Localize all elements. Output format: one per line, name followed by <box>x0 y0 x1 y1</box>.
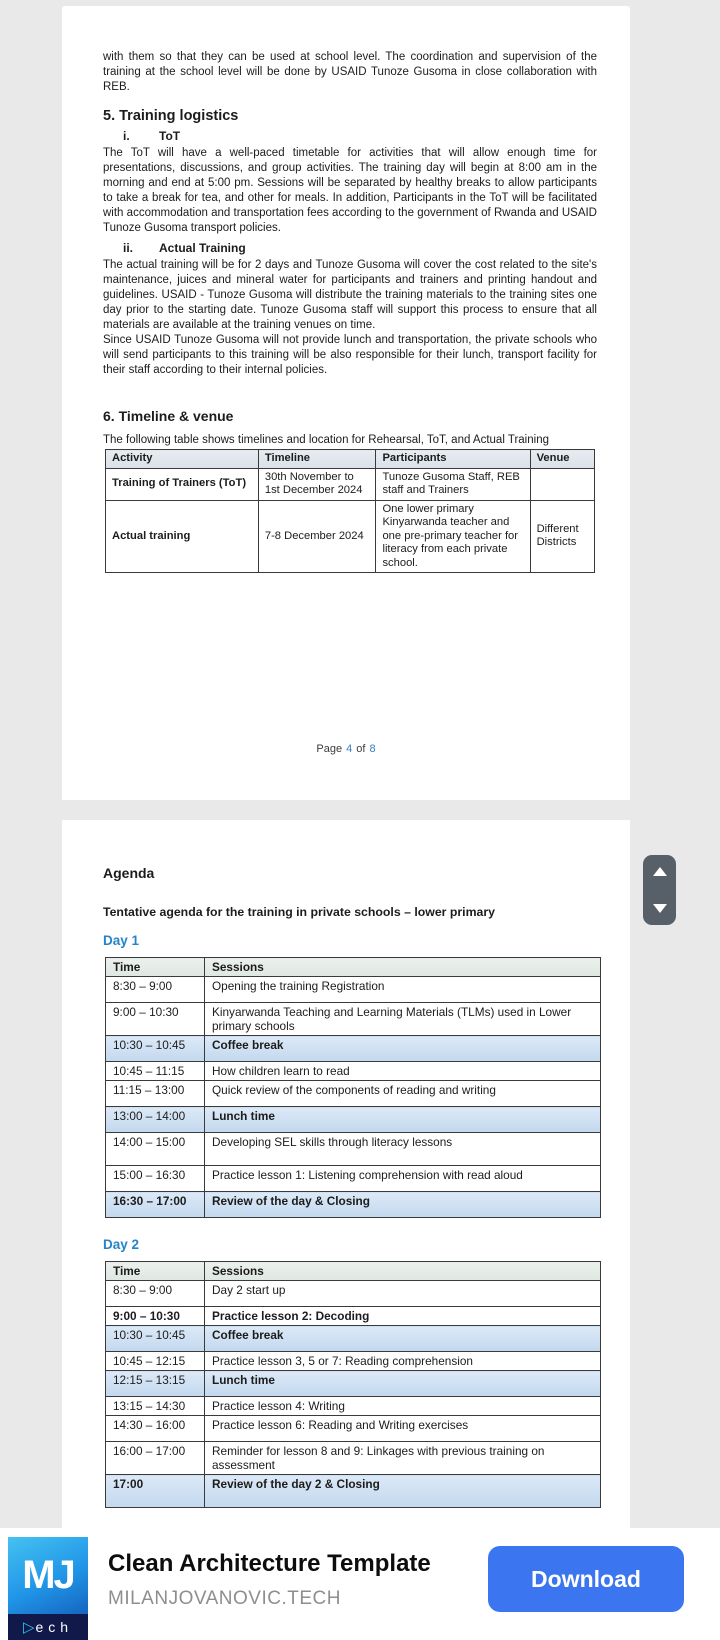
page-number-footer <box>62 743 630 755</box>
table-row <box>106 1166 601 1192</box>
cell-venue: Different Districts <box>530 500 594 573</box>
cell-time: 17:00 <box>106 1475 205 1508</box>
section6-heading: 6. Timeline & venue <box>103 408 234 424</box>
day1-agenda-table <box>105 957 601 1218</box>
cell-timeline: 30th November to 1st December 2024 <box>258 468 376 500</box>
cell-session: Practice lesson 1: Listening comprehension with read aloud <box>205 1166 601 1192</box>
logo-band <box>8 1614 88 1640</box>
table-row <box>106 977 601 1003</box>
mj-logo: MJ <box>8 1537 88 1614</box>
cell-time: 15:00 – 16:30 <box>106 1166 205 1192</box>
cell-time: 14:30 – 16:00 <box>106 1416 205 1442</box>
ad-banner[interactable] <box>0 1528 720 1640</box>
cell-session: Day 2 start up <box>205 1281 601 1307</box>
cell-time: 14:00 – 15:00 <box>106 1133 205 1166</box>
header-participants: Participants <box>376 450 530 469</box>
footer-total-pages: 8 <box>369 743 376 755</box>
header-timeline: Timeline <box>258 450 376 469</box>
cell-time: 9:00 – 10:30 <box>106 1003 205 1036</box>
cell-session: Developing SEL skills through literacy lessons <box>205 1133 601 1166</box>
pdf-page-4 <box>62 6 630 800</box>
header-sessions: Sessions <box>205 958 601 977</box>
subitem-tot-title: ToT <box>159 129 181 143</box>
scroll-down-icon[interactable] <box>653 904 667 913</box>
footer-mid: of <box>356 743 366 755</box>
table-row <box>106 1062 601 1081</box>
cell-timeline: 7-8 December 2024 <box>258 500 376 573</box>
cell-session: Practice lesson 3, 5 or 7: Reading comprehension <box>205 1352 601 1371</box>
cell-session: Practice lesson 6: Reading and Writing exercises <box>205 1416 601 1442</box>
table-row <box>106 1397 601 1416</box>
cell-time: 10:30 – 10:45 <box>106 1036 205 1062</box>
actual-paragraph-1: The actual training will be for 2 days and Tunoze Gusoma will cover the cost related to the site's maintenance, juices and mineral water for participants and trainers and printing handout and guidelines. USAID - Tunoze Gusoma will distribute the training materials to the training sites one day prior to the starting date. Tunoze Gusoma staff will support this process to ensure that all materials are available at the training venues on time. <box>103 259 597 331</box>
table-header-row <box>106 1262 601 1281</box>
actual-paragraph-2: Since USAID Tunoze Gusoma will not provide lunch and transportation, the private schools who will send participants to this training will be also responsible for their lunch, transport facility for their staff according to their internal policies. <box>103 334 597 376</box>
cell-time: 10:30 – 10:45 <box>106 1326 205 1352</box>
play-icon: ▷ <box>22 1619 35 1636</box>
day2-label: Day 2 <box>103 1237 140 1252</box>
ad-title: Clean Architecture Template <box>108 1550 431 1577</box>
day2-agenda-table <box>105 1261 601 1508</box>
advertiser-logo[interactable] <box>8 1537 88 1640</box>
table-row <box>106 1307 601 1326</box>
table-row <box>106 1036 601 1062</box>
table-row <box>106 1133 601 1166</box>
table-row <box>106 1326 601 1352</box>
subitem-tot-numeral: i. <box>123 129 130 143</box>
table-row <box>106 1107 601 1133</box>
cell-session: Review of the day 2 & Closing <box>205 1475 601 1508</box>
cell-session: Quick review of the components of reading and writing <box>205 1081 601 1107</box>
cell-time: 13:00 – 14:00 <box>106 1107 205 1133</box>
cell-time: 16:30 – 17:00 <box>106 1192 205 1218</box>
footer-page-number: 4 <box>346 743 353 755</box>
section6-intro: The following table shows timelines and location for Rehearsal, ToT, and Actual Training <box>103 434 549 446</box>
table-row <box>106 468 595 500</box>
table-row <box>106 1081 601 1107</box>
cell-activity: Training of Trainers (ToT) <box>106 468 259 500</box>
table-row <box>106 1192 601 1218</box>
subitem-actual-title: Actual Training <box>159 241 246 255</box>
cell-time: 16:00 – 17:00 <box>106 1442 205 1475</box>
header-activity: Activity <box>106 450 259 469</box>
table-row <box>106 1371 601 1397</box>
cell-time: 8:30 – 9:00 <box>106 977 205 1003</box>
cell-time: 8:30 – 9:00 <box>106 1281 205 1307</box>
cell-session: Practice lesson 4: Writing <box>205 1397 601 1416</box>
subitem-actual-training <box>123 241 597 255</box>
table-row <box>106 1281 601 1307</box>
cell-activity: Actual training <box>106 500 259 573</box>
cell-session: Reminder for lesson 8 and 9: Linkages with previous training on assessment <box>205 1442 601 1475</box>
cell-session: Lunch time <box>205 1107 601 1133</box>
cell-time: 10:45 – 12:15 <box>106 1352 205 1371</box>
header-time: Time <box>106 958 205 977</box>
cell-session: Practice lesson 2: Decoding <box>205 1307 601 1326</box>
section5-heading: 5. Training logistics <box>103 108 239 124</box>
agenda-subtitle: Tentative agenda for the training in private schools – lower primary <box>103 905 495 919</box>
cell-session: Kinyarwanda Teaching and Learning Materials (TLMs) used in Lower primary schools <box>205 1003 601 1036</box>
cell-session: Review of the day & Closing <box>205 1192 601 1218</box>
download-button[interactable]: Download <box>488 1546 684 1612</box>
cell-participants: Tunoze Gusoma Staff, REB staff and Trainers <box>376 468 530 500</box>
table-row <box>106 1003 601 1036</box>
subitem-tot <box>123 129 597 143</box>
cell-time: 11:15 – 13:00 <box>106 1081 205 1107</box>
header-time: Time <box>106 1262 205 1281</box>
logo-band-label: ech <box>35 1619 74 1635</box>
table-row <box>106 1416 601 1442</box>
scroll-up-icon[interactable] <box>653 867 667 876</box>
cell-session: Coffee break <box>205 1326 601 1352</box>
footer-prefix: Page <box>316 743 343 755</box>
subitem-actual-numeral: ii. <box>123 241 134 255</box>
table-row <box>106 1352 601 1371</box>
tot-paragraph: The ToT will have a well-paced timetable for activities that will allow enough time for presentations, discussions, and group activities. The training day will begin at 8:00 am in the morning and end at 5:00 pm. Sessions will be separated by healthy breaks to allow participants to take a break for tea, and other for meals. In addition, Participants in the ToT will be facilitated with accommodation and transportation fees according to the government of Rwanda and USAID Tunoze Gusoma transport policies. <box>103 147 597 234</box>
table-row <box>106 1475 601 1508</box>
table-row <box>106 1442 601 1475</box>
cell-venue <box>530 468 594 500</box>
cell-time: 10:45 – 11:15 <box>106 1062 205 1081</box>
table-header-row <box>106 958 601 977</box>
table-row <box>106 500 595 573</box>
cell-time: 9:00 – 10:30 <box>106 1307 205 1326</box>
cell-session: How children learn to read <box>205 1062 601 1081</box>
cell-session: Opening the training Registration <box>205 977 601 1003</box>
pdf-page-5 <box>62 820 630 1530</box>
header-venue: Venue <box>530 450 594 469</box>
cell-participants: One lower primary Kinyarwanda teacher and one pre-primary teacher for literacy from each private school. <box>376 500 530 573</box>
agenda-heading: Agenda <box>103 865 155 881</box>
table-header-row <box>106 450 595 469</box>
timeline-venue-table <box>105 449 595 573</box>
intro-paragraph: with them so that they can be used at school level. The coordination and supervision of the training at the school level will be done by USAID Tunoze Gusoma in close collaboration with REB. <box>103 51 597 93</box>
cell-session: Coffee break <box>205 1036 601 1062</box>
cell-time: 12:15 – 13:15 <box>106 1371 205 1397</box>
cell-session: Lunch time <box>205 1371 601 1397</box>
ad-domain: MILANJOVANOVIC.TECH <box>108 1588 341 1609</box>
header-sessions: Sessions <box>205 1262 601 1281</box>
day1-label: Day 1 <box>103 933 140 948</box>
cell-time: 13:15 – 14:30 <box>106 1397 205 1416</box>
scroll-nav-widget[interactable] <box>643 855 676 925</box>
